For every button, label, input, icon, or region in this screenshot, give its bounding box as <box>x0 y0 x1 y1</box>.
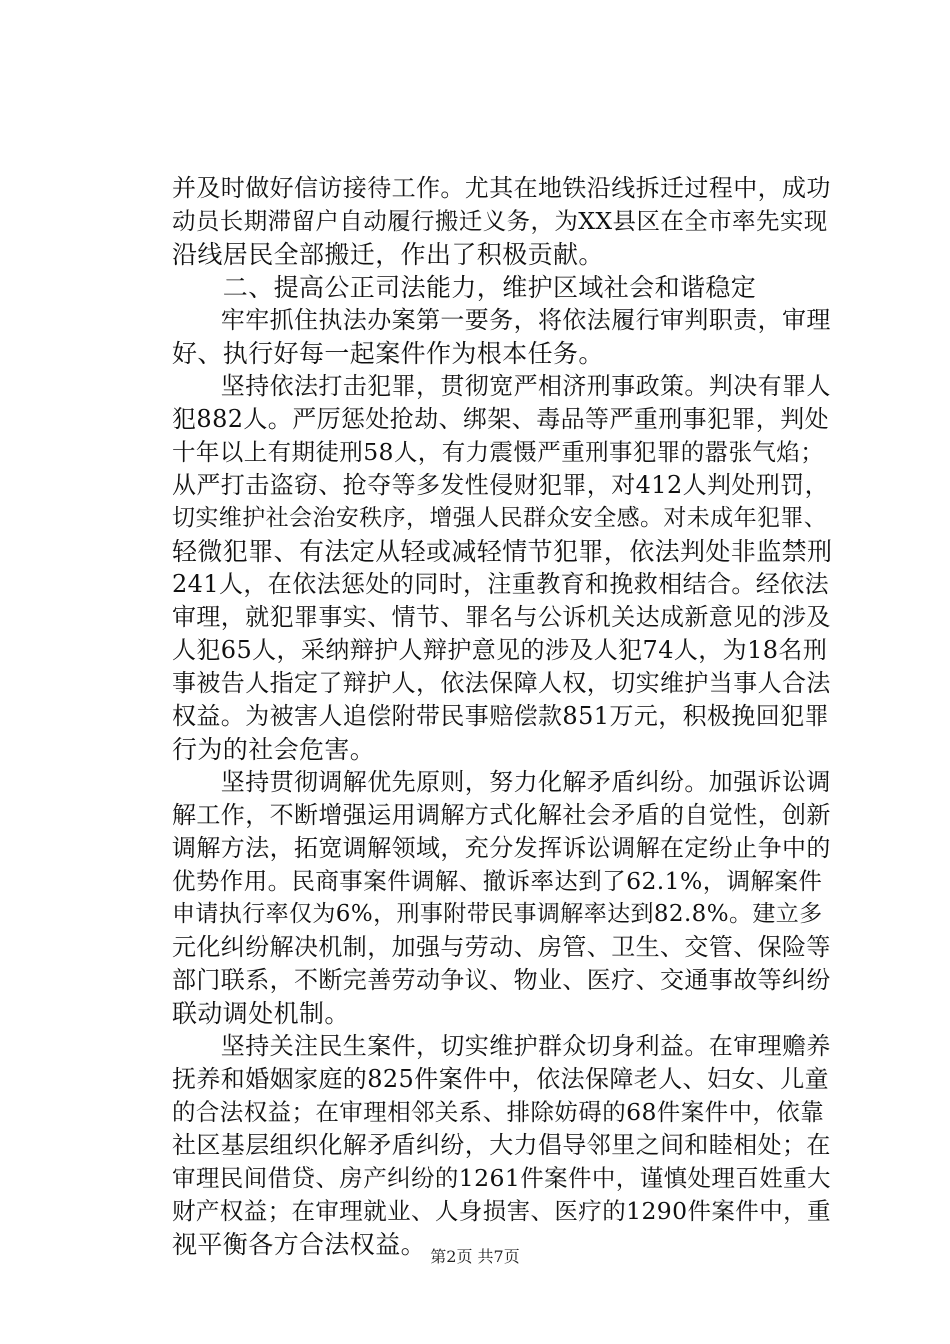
text-line: 申请执行率仅为6%，刑事附带民事调解率达到82.8%。建立多 <box>172 901 823 927</box>
page-footer: 第2页 共7页 <box>430 1247 520 1266</box>
text-line: 审理，就犯罪事实、情节、罪名与公诉机关达成新意见的涉及 <box>172 603 831 631</box>
text-line: 犯882人。严厉惩处抢劫、绑架、毒品等严重刑事犯罪，判处 <box>172 405 830 433</box>
text-line: 社区基层组织化解矛盾纠纷，大力倡导邻里之间和睦相处；在 <box>172 1131 831 1159</box>
text-line: 元化纠纷解决机制，加强与劳动、房管、卫生、交管、保险等 <box>172 933 831 961</box>
text-line: 坚持关注民生案件，切实维护群众切身利益。在审理赡养 <box>172 1032 831 1060</box>
text-line: 好、执行好每一起案件作为根本任务。 <box>172 339 604 368</box>
text-line: 审理民间借贷、房产纠纷的1261件案件中，谨慎处理百姓重大 <box>172 1164 831 1192</box>
text-line: 并及时做好信访接待工作。尤其在地铁沿线拆迁过程中，成功 <box>172 174 831 202</box>
text-line: 解工作，不断增强运用调解方式化解社会矛盾的自觉性，创新 <box>172 801 831 829</box>
text-line: 人犯65人，采纳辩护人辩护意见的涉及人犯74人，为18名刑 <box>172 636 828 664</box>
text-line: 部门联系，不断完善劳动争议、物业、医疗、交通事故等纠纷 <box>172 966 831 994</box>
text-line: 财产权益；在审理就业、人身损害、医疗的1290件案件中，重 <box>172 1197 831 1225</box>
text-line: 轻微犯罪、有法定从轻或减轻情节犯罪，依法判处非监禁刑 <box>172 537 833 566</box>
text-line: 沿线居民全部搬迁，作出了积极贡献。 <box>172 240 604 269</box>
text-line: 坚持贯彻调解优先原则，努力化解矛盾纠纷。加强诉讼调 <box>172 768 831 796</box>
text-line: 二、提高公正司法能力，维护区域社会和谐稳定 <box>172 273 757 302</box>
text-line: 行为的社会危害。 <box>172 735 376 764</box>
text-line: 抚养和婚姻家庭的825件案件中，依法保障老人、妇女、儿童 <box>172 1065 830 1093</box>
text-line: 事被告人指定了辩护人，依法保障人权，切实维护当事人合法 <box>172 669 831 697</box>
text-line: 优势作用。民商事案件调解、撤诉率达到了62.1%，调解案件 <box>172 867 823 895</box>
text-line: 权益。为被害人追偿附带民事赔偿款851万元，积极挽回犯罪 <box>172 702 830 730</box>
document-body <box>172 172 832 1261</box>
text-line: 坚持依法打击犯罪，贯彻宽严相济刑事政策。判决有罪人 <box>172 372 831 400</box>
text-line: 241人，在依法惩处的同时，注重教育和挽救相结合。经依法 <box>172 570 830 598</box>
text-line: 视平衡各方合法权益。 <box>172 1230 427 1259</box>
text-line: 从严打击盗窃、抢夺等多发性侵财犯罪，对412人判处刑罚， <box>172 471 830 499</box>
text-line: 的合法权益；在审理相邻关系、排除妨碍的68件案件中，依靠 <box>172 1098 825 1126</box>
text-line: 调解方法，拓宽调解领域，充分发挥诉讼调解在定纷止争中的 <box>172 834 831 862</box>
text-line: 切实维护社会治安秩序，增强人民群众安全感。对未成年犯罪、 <box>172 505 828 531</box>
text-line: 十年以上有期徒刑58人，有力震慑严重刑事犯罪的嚣张气焰； <box>172 438 825 466</box>
text-line: 动员长期滞留户自动履行搬迁义务，为XX县区在全市率先实现 <box>172 207 828 235</box>
text-line: 联动调处机制。 <box>172 999 350 1028</box>
text-line: 牢牢抓住执法办案第一要务，将依法履行审判职责，审理 <box>172 306 831 334</box>
